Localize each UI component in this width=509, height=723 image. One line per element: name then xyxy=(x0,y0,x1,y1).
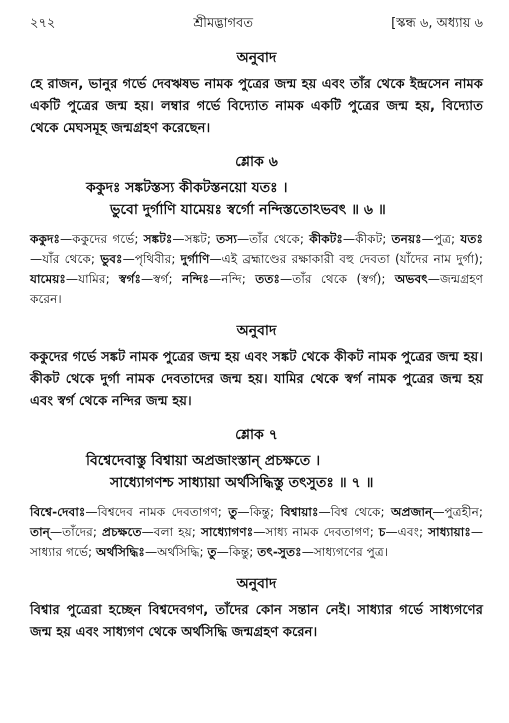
verse-6-line-1: ককুদঃ সঙ্কটস্তস্য কীকটস্তনয়ো যতঃ । xyxy=(86,180,288,196)
page-number: ২৭২ xyxy=(30,16,56,31)
synonym-meaning: —বিশ্বদেব নামক দেবতাগণ; xyxy=(85,505,229,519)
synonym-term: চ xyxy=(378,525,386,539)
synonym-term: অর্থসিদ্ধিঃ xyxy=(96,545,145,559)
synonym-meaning: —কিন্তু; xyxy=(216,545,258,559)
chapter-reference: [স্কন্ধ ৬, অধ্যায় ৬ xyxy=(391,16,483,31)
synonym-term: ততঃ xyxy=(255,272,280,286)
translation-heading-1: অনুবাদ xyxy=(236,50,277,66)
synonym-meaning: —তাঁর থেকে; xyxy=(236,232,310,246)
synonym-term: যতঃ xyxy=(460,232,483,246)
translation-text-2: ককুদের গর্ভে সঙ্কট নামক পুত্রের জন্ম হয় এবং সঙ্কট থেকে কীকট নামক পুত্রের জন্ম হয়। কীকট থেকে দুর্গা নামক দেবতাদের জন্ম হয়। যামির থেকে স্বর্গ নামক পুত্রের জন্ম হয় এবং স্বর্গ থেকে নন্দির জন্ম হয়। xyxy=(30,350,483,409)
synonym-term: বিশ্বায়াঃ xyxy=(280,505,319,519)
synonym-meaning: —সাধ্যার গর্ভে; xyxy=(30,525,484,559)
book-title: শ্রীমদ্ভাগবত xyxy=(193,16,254,31)
synonym-term: অপ্রজান্ xyxy=(390,505,433,519)
synonym-meaning: —বলা হয়; xyxy=(141,525,201,539)
translation-text-1: হে রাজন, ভানুর গর্ভে দেবঋষভ নামক পুত্রের জন্ম হয় এবং তাঁর থেকে ইন্দ্রসেন নামক একটি পুত্রের জন্ম হয়। লম্বার গর্ভে বিদ্যোত নামক একটি পুত্রের জন্ম হয়, বিদ্যোত থেকে মেঘসমূহ জন্মগ্রহণ করেছেন। xyxy=(30,77,483,136)
synonym-term: দুর্গাণি xyxy=(180,252,210,266)
synonym-meaning: —সাধ্য নামক দেবতাগণ; xyxy=(253,525,379,539)
synonym-term: ভুবঃ xyxy=(100,252,123,266)
translation-heading-2: অনুবাদ xyxy=(236,323,277,339)
synonym-meaning: —পুত্র; xyxy=(421,232,461,246)
synonym-meaning: —কীকট; xyxy=(342,232,392,246)
synonym-meaning: —স্বর্গ; xyxy=(140,272,182,286)
translation-heading-3: অনুবাদ xyxy=(236,576,277,592)
synonym-meaning: —এবং; xyxy=(385,525,429,539)
verse-number-6: শ্লোক ৬ xyxy=(235,154,278,170)
verse-7-line-2: সাধ্যোগণশ্চ সাধ্যায়া অর্থসিদ্ধিস্তু তৎসুতঃ ॥ ৭ ॥ xyxy=(110,475,374,491)
synonym-meaning: —যামির; xyxy=(65,272,120,286)
synonym-term: নন্দিঃ xyxy=(181,272,210,286)
synonym-meaning: —ককুদের গর্ভে; xyxy=(59,232,144,246)
synonym-meaning: —সাধ্যগণের পুত্র। xyxy=(301,545,389,559)
synonym-term: তু xyxy=(228,505,238,519)
synonym-term: সঙ্কটঃ xyxy=(143,232,173,246)
synonym-meaning: —সঙ্কট; xyxy=(172,232,217,246)
synonym-term: সাধ্যায়াঃ xyxy=(428,525,471,539)
synonym-meaning: —নন্দি; xyxy=(209,272,256,286)
synonyms-verse-7 xyxy=(30,502,483,562)
synonym-meaning: —তাঁদের; xyxy=(49,525,102,539)
synonym-term: যামেয়ঃ xyxy=(30,272,66,286)
page-header xyxy=(30,14,483,36)
synonym-term: তনয়ঃ xyxy=(391,232,422,246)
synonym-term: প্রচক্ষতে xyxy=(102,525,142,539)
synonym-term: তু xyxy=(207,545,217,559)
synonym-term: কীকটঃ xyxy=(309,232,343,246)
verse-6-line-2: ভুবো দুর্গাণি যামেয়ঃ স্বর্গো নন্দিস্ততোঽভবৎ ॥ ৬ ॥ xyxy=(110,202,386,218)
translation-text-3: বিশ্বার পুত্রেরা হচ্ছেন বিশ্বদেবগণ, তাঁদের কোন সন্তান নেই। সাধ্যার গর্ভে সাধ্যগণের জন্ম হয় এবং সাধ্যগণ থেকে অর্থসিদ্ধি জন্মগ্রহণ করেন। xyxy=(30,603,483,640)
verse-7-line-1: বিশ্বেদেবাস্তু বিশ্বায়া অপ্রজাংস্তান্ প্রচক্ষতে । xyxy=(86,453,321,469)
synonym-meaning: —পুত্রহীন; xyxy=(432,505,483,519)
synonym-meaning: —কিন্তু; xyxy=(237,505,281,519)
synonym-meaning: —তাঁর থেকে (স্বর্গ); xyxy=(280,272,395,286)
verse-number-7: শ্লোক ৭ xyxy=(235,427,278,443)
synonym-meaning: —যাঁর থেকে; xyxy=(30,252,101,266)
synonym-term: বিশ্বে-দেবাঃ xyxy=(30,505,86,519)
synonym-term: অভবৎ xyxy=(394,272,428,286)
synonym-meaning: —বিশ্ব থেকে; xyxy=(318,505,391,519)
synonym-meaning: —এই ব্রহ্মাণ্ডের রক্ষাকারী বহু দেবতা (যাঁদের নাম দুর্গা); xyxy=(209,252,484,266)
synonym-meaning: —অর্থসিদ্ধি; xyxy=(144,545,208,559)
synonym-meaning: —জন্মগ্রহণ করেন। xyxy=(30,272,483,306)
synonym-term: সাধ্যোগণঃ xyxy=(200,525,254,539)
synonym-term: তৎ-সুতঃ xyxy=(257,545,302,559)
synonym-term: তান্ xyxy=(30,525,50,539)
synonym-term: ককুদঃ xyxy=(30,232,60,246)
synonym-meaning: —পৃথিবীর; xyxy=(122,252,181,266)
synonyms-verse-6 xyxy=(30,229,483,309)
synonym-term: তস্য xyxy=(216,232,237,246)
synonym-term: স্বর্গঃ xyxy=(119,272,141,286)
